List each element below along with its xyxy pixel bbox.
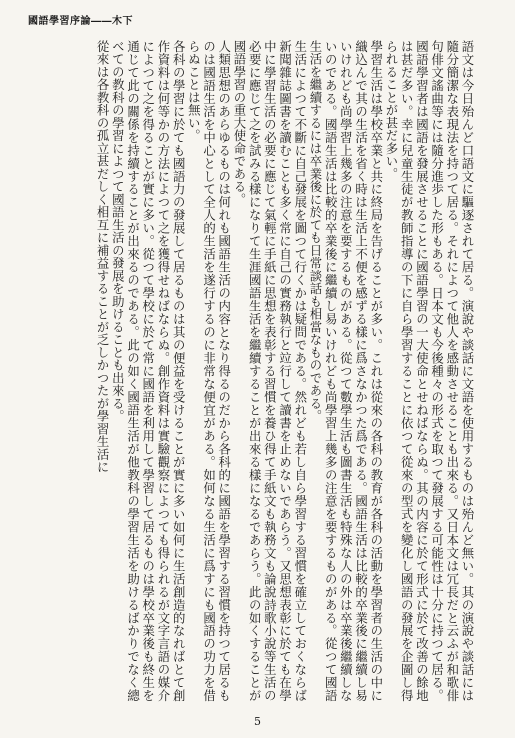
paragraph: 各科の學習に於ても國語力の發展して居るものは其の便益を受けることが實に多い如何に生活創造的なればとて創作資料は何等かの方法によつて之を獲得せねばならぬ。創作資料は實驗觀察によつても得られるが文字言語の媒介によつて之を得ることが實に多い。從つて學校に於て常に國語を利用して學習して居るものは學校卒業後も終生を通じて此の關係を持續することが出來るのである。此の如く國語生活が他教科の學習生活を助けるばかりでなく總べての教科の學習によつて國語生活の發展を助けることも出來る。 [110,40,187,702]
paragraph: 生活によつて不斷に自己發展を圖つて行くかは疑問である。然れども若し自ら學習する習慣を確立しておくならば新聞雜誌圖書を讀むことも多く常に自己の實務執行と竝行して讀書を止めないであらう。又思想表彰に於ても在學中に學習生活の必要に應じて氣輕に手紙に思想を表彰する習慣を養ひ得て手紙文も執務文も論說詩歌小說等生活の必要に應じて之を試みる樣になりて生涯國語生活を繼續することが出來る樣になるであらう。此の如くすることが國語學習の重大使命である。 [231,40,308,702]
paragraph: 人類思想のあらゆるものは何れも國語生活の内容となり得るのだから各科的に國語を學習する習慣を持つて居るものは國語生活を中心として全人的生活を遂行するのに非常な便宜がある。如何なる生活に爲すにも國語の功力を借らぬことは無い。 [186,40,232,702]
paragraph: 學習生活は學校卒業と共に終局を告げることが多い。これは從來の各科の教育が各科の活動を學習者の生活の中に織込んで其の生活を省く時は生活上不便を感ずる樣に爲さなかつた爲である。國語生活は比較的卒業後に繼續し易いけれども尚學習上幾多の注意を要するものがある。從つて數學生活も圖書生活も特殊な人の外は卒業後繼續しないのである。國語生活は比較的卒業後に繼續し易いけれども尚學習上幾多の注意を要するものがある。從つて國語生活を繼續するには卒業後に於ても日常談話も相當なものである。 [307,40,384,702]
vertical-body-text [95,40,475,702]
paragraph: 語文は今日殆んど口語文に驅逐されて居る。演說や談話に文語を使用するものは殆んど無い。其の演說や談話には隨分簡潔な表現法を持つて居る。それによつて他人を感動させることも出來る。又日本文は冗長だと云ふが和歌俳句俳文謠曲等には隨分進歩した形もある。日本文も今後種々の形式を取つて發展する可能性は十分に持つて居る。國語學習者は國語を發展させることに國語學習の一大使命とせねばならぬ。其の内容に於て形式に於て改善の餘地は甚だ多い。幸に兒童生徒が教師指導の下に自ら學習することに依つて從來の型式を變化し國語の發展を企圖し得られることが甚だ多い。 [383,40,475,702]
page-number: 5 [254,715,261,728]
running-header: 國語學習序論――木下 [28,16,133,27]
paragraph: 從來は各教科の孤立甚だしく相互に補益することが乏しかつたが學習生活に [95,40,111,474]
